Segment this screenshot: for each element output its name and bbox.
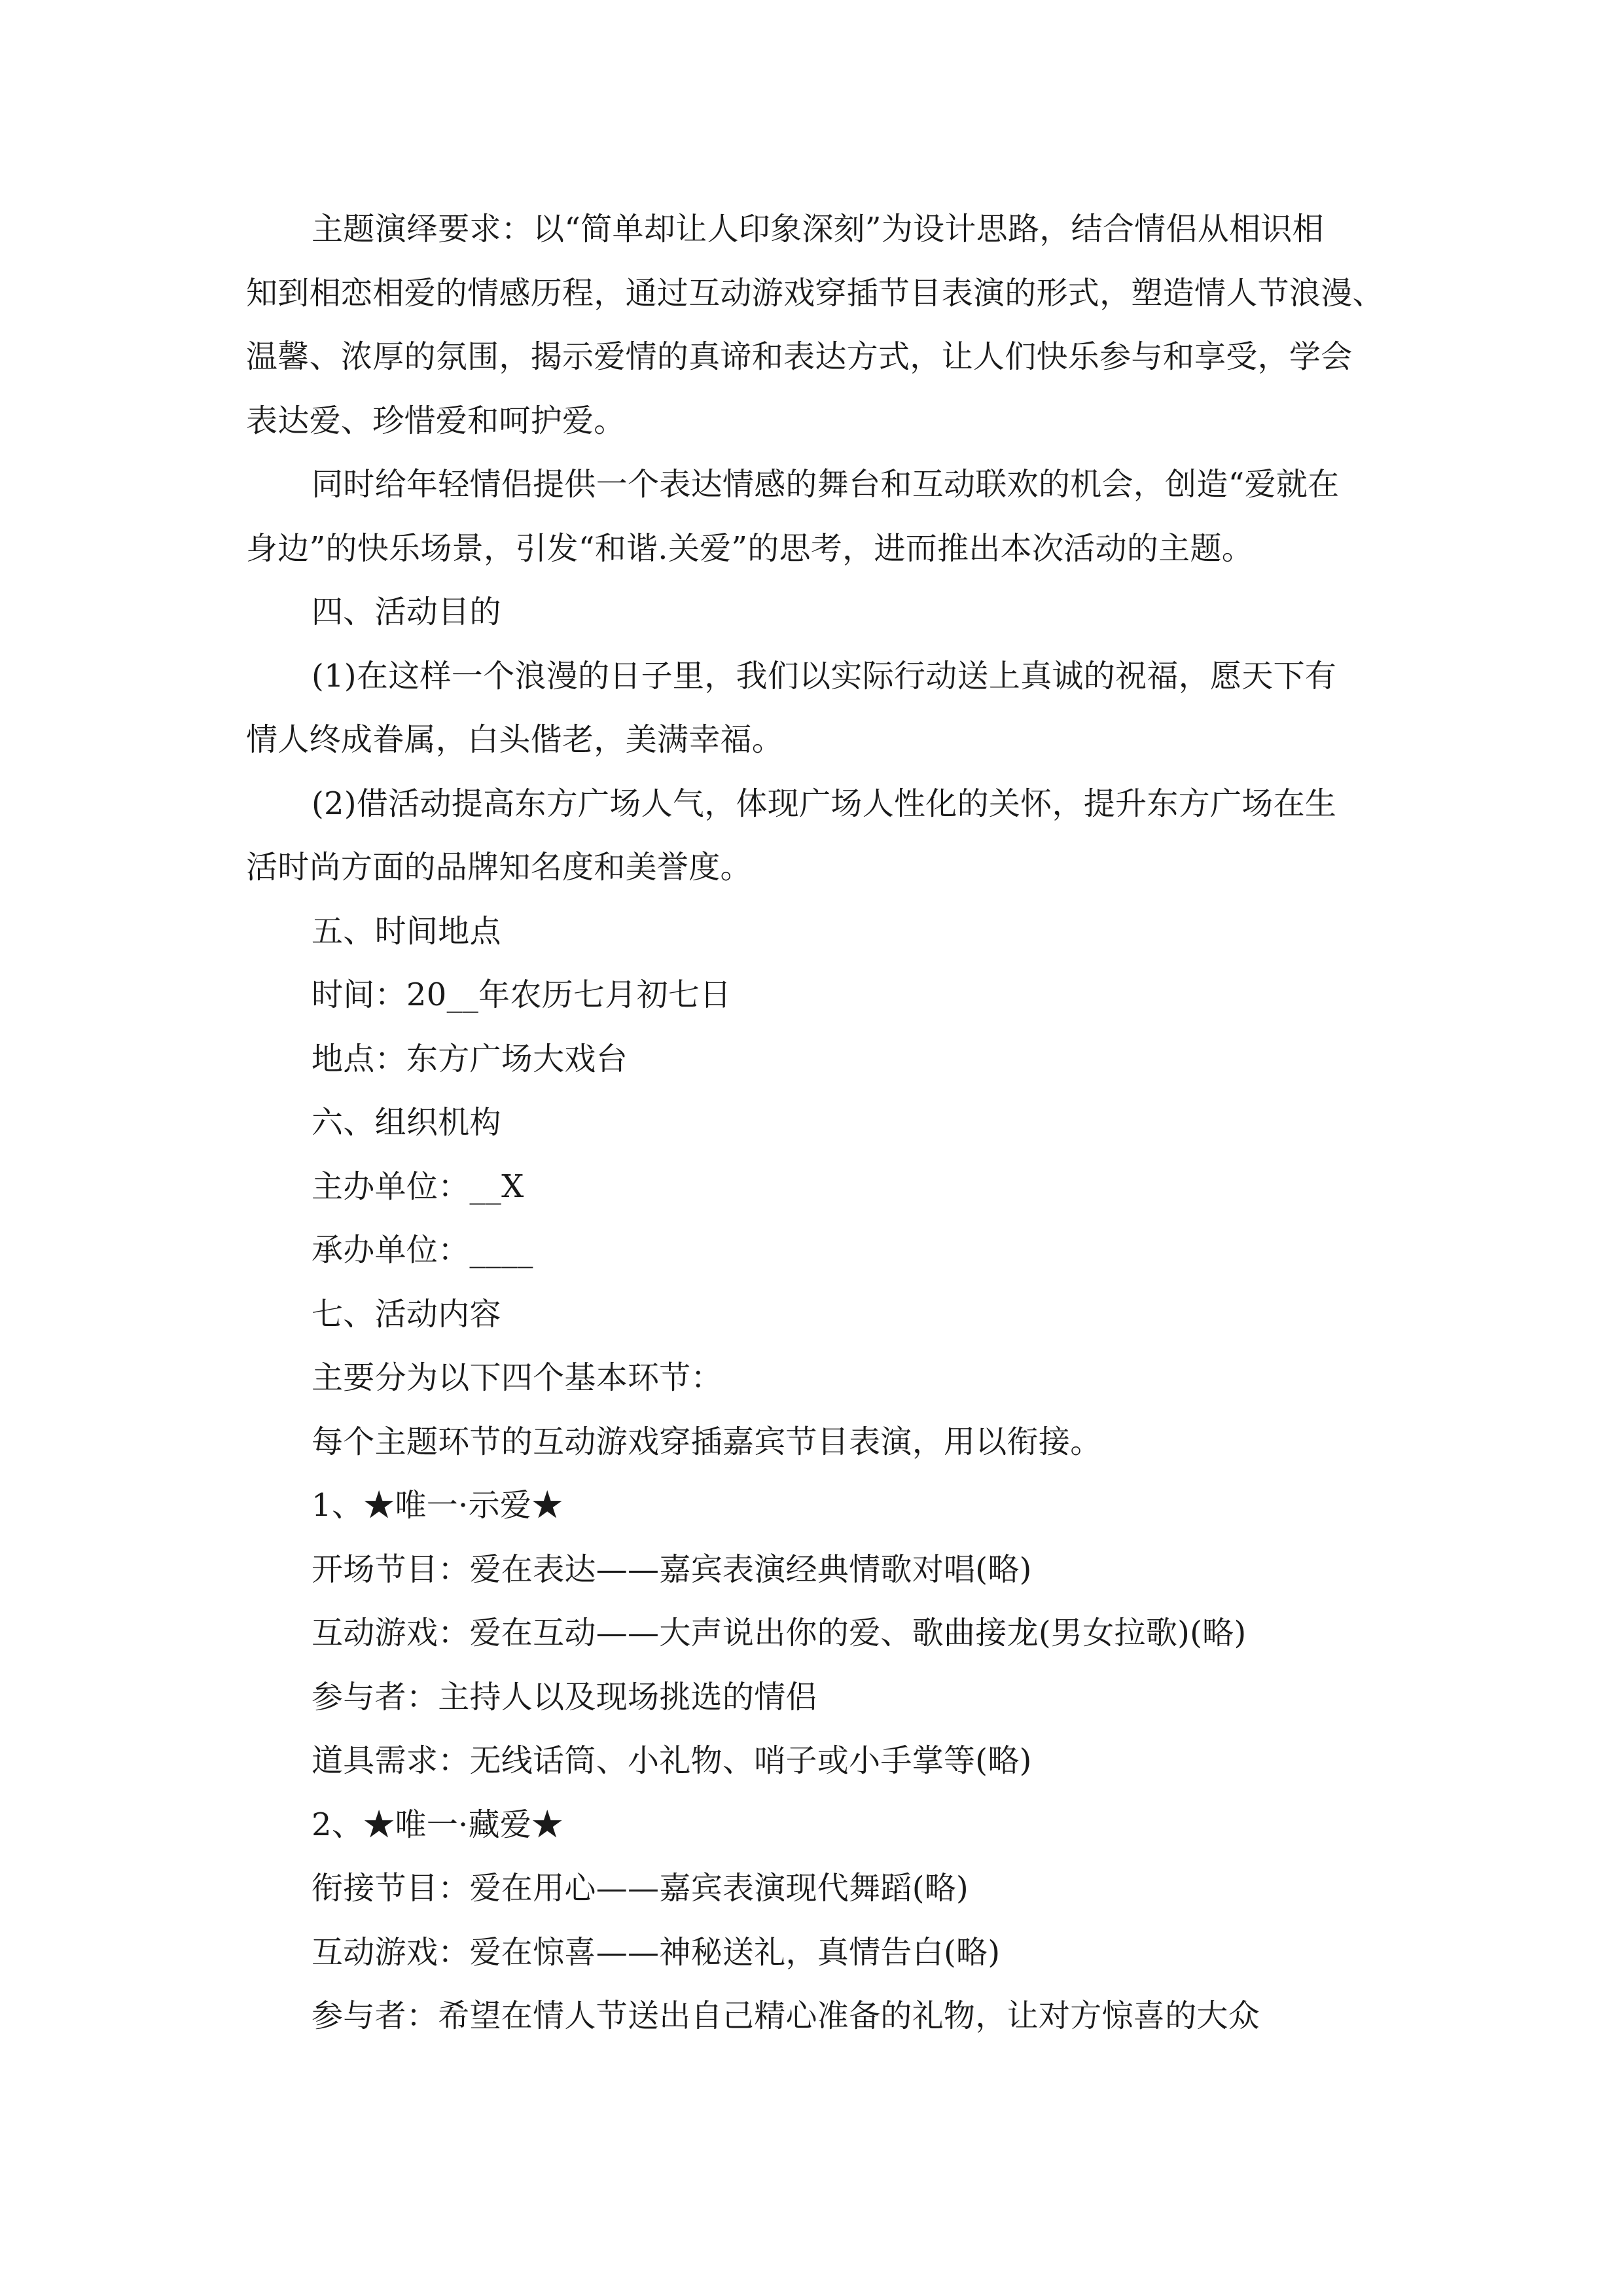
paragraph-line: 知到相恋相爱的情感历程，通过互动游戏穿插节目表演的形式，塑造情人节浪漫、: [246, 274, 1384, 312]
paragraph-line: 参与者：主持人以及现场挑选的情侣: [312, 1678, 817, 1715]
paragraph-line: 互动游戏：爱在惊喜——神秘送礼，真情告白(略): [312, 1933, 1001, 1971]
document-body: [246, 198, 1384, 2049]
paragraph-line: 同时给年轻情侣提供一个表达情感的舞台和互动联欢的机会，创造“爱就在: [312, 466, 1340, 503]
paragraph-line: 主要分为以下四个基本环节：: [312, 1359, 722, 1396]
section-heading: 四、活动目的: [312, 594, 501, 630]
paragraph-line: 主题演绎要求：以“简单却让人印象深刻”为设计思路，结合情侣从相识相: [312, 211, 1324, 247]
paragraph-line: 道具需求：无线话筒、小礼物、哨子或小手掌等(略): [312, 1742, 1032, 1779]
paragraph-line: (2)借活动提高东方广场人气，体现广场人性化的关怀，提升东方广场在生: [312, 785, 1337, 822]
paragraph-line: 互动游戏：爱在互动——大声说出你的爱、歌曲接龙(男女拉歌)(略): [312, 1615, 1247, 1651]
paragraph-line: 主办单位：__X: [312, 1168, 524, 1205]
section-heading: 五、时间地点: [312, 912, 501, 950]
paragraph-line: 时间：20__年农历七月初七日: [312, 977, 732, 1013]
paragraph-line: 表达爱、珍惜爱和呵护爱。: [246, 402, 626, 439]
paragraph-line: 承办单位：____: [312, 1232, 533, 1268]
section-heading: 七、活动内容: [312, 1295, 501, 1333]
paragraph-line: 活时尚方面的品牌知名度和美誉度。: [246, 849, 752, 886]
paragraph-line: 每个主题环节的互动游戏穿插嘉宾节目表演，用以衔接。: [312, 1423, 1102, 1460]
subsection-heading: 1、★唯一·示爱★: [312, 1487, 563, 1524]
paragraph-line: 开场节目：爱在表达——嘉宾表演经典情歌对唱(略): [312, 1551, 1032, 1588]
paragraph-line: 温馨、浓厚的氛围，揭示爱情的真谛和表达方式，让人们快乐参与和享受，学会: [246, 338, 1353, 375]
paragraph-line: (1)在这样一个浪漫的日子里，我们以实际行动送上真诚的祝福，愿天下有: [312, 657, 1337, 694]
subsection-heading: 2、★唯一·藏爱★: [312, 1806, 563, 1843]
paragraph-line: 情人终成眷属，白头偕老，美满幸福。: [246, 721, 784, 758]
paragraph-line: 身边”的快乐场景，引发“和谐.关爱”的思考，进而推出本次活动的主题。: [246, 529, 1254, 567]
paragraph-line: 地点：东方广场大戏台: [312, 1040, 628, 1077]
paragraph-line: 衔接节目：爱在用心——嘉宾表演现代舞蹈(略): [312, 1870, 969, 1907]
section-heading: 六、组织机构: [312, 1104, 501, 1141]
paragraph-line: 参与者：希望在情人节送出自己精心准备的礼物，让对方惊喜的大众: [312, 1998, 1260, 2034]
